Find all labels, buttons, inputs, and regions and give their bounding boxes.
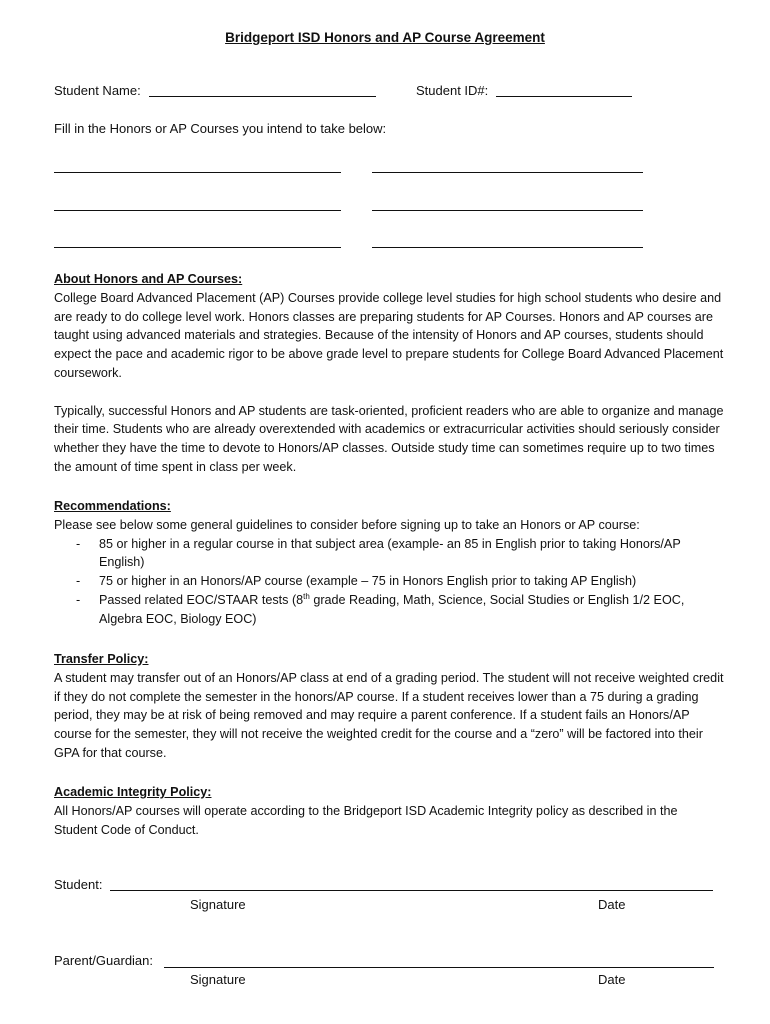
courses-prompt: Fill in the Honors or AP Courses you intend to take below: [54,121,387,136]
recommendation-text-2: 75 or higher in an Honors/AP course (example – 75 in Honors English prior to taking AP English) [99,574,637,589]
recommendations-list [54,535,724,629]
bullet-dash: - [76,592,81,607]
student-id-field[interactable] [496,96,632,97]
list-item [54,591,724,629]
integrity-paragraph: All Honors/AP courses will operate according to the Bridgeport ISD Academic Integrity policy as described in the Student Code of Conduct. [54,803,678,837]
about-heading: About Honors and AP Courses: [54,272,243,286]
parent-signature-field[interactable] [164,967,714,968]
student-name-field[interactable] [149,96,376,97]
course-field-3[interactable] [54,210,341,211]
about-paragraph-2: Typically, successful Honors and AP students are task-oriented, proficient readers who are able to organize and manage their time. Students who are already overextended with academics or extracurricular activities should seriously consider whether they have the time to devote to Honors/AP classes. Outside study time can sometimes require up to two times the amount of time spent in class per week. [54,403,724,474]
student-name-label: Student Name: [54,83,141,98]
parent-signature-label: Parent/Guardian: [54,953,154,968]
parent-signature-caption: Signature [190,972,246,987]
bullet-dash: - [76,536,81,551]
recommendation-text-1: 85 or higher in a regular course in that subject area (example- an 85 in English prior to taking Honors/AP English) [99,536,681,570]
ordinal-suffix: th [303,591,310,601]
about-section [54,270,724,477]
course-field-6[interactable] [372,247,643,248]
recommendations-heading: Recommendations: [54,499,171,513]
list-item [54,572,724,591]
about-paragraph-1: College Board Advanced Placement (AP) Courses provide college level studies for high school students who desire and are ready to do college level work. Honors classes are preparing students for AP Courses. Honors and AP courses are taught using advanced materials and strategies. Because of the intensity of Honors and AP courses, students should expect the pace and academic rigor to be above grade level to prepare students for College Board Advanced Placement coursework. [54,290,724,380]
recommendations-intro: Please see below some general guidelines to consider before signing up to take an Honors or AP course: [54,517,640,532]
transfer-section [54,650,724,763]
transfer-paragraph: A student may transfer out of an Honors/AP class at end of a grading period. The student will not receive weighted credit if they do not complete the semester in the honors/AP course. If a student receives lower than a 75 during a grading period, they may be at risk of being removed and may require a parent conference. If a student fails an Honors/AP course for the semester, they will not receive the weighted credit for the course and a “zero” will be factored into their GPA for that course. [54,670,724,760]
transfer-heading: Transfer Policy: [54,652,149,666]
parent-date-caption: Date [598,972,626,987]
integrity-section [54,783,724,839]
student-signature-field[interactable] [110,890,713,891]
bullet-dash: - [76,574,81,589]
course-field-1[interactable] [54,172,341,173]
student-signature-label: Student: [54,877,103,892]
course-field-4[interactable] [372,210,643,211]
student-signature-caption: Signature [190,897,246,912]
integrity-heading: Academic Integrity Policy: [54,785,212,799]
student-id-label: Student ID#: [416,83,489,98]
page-title: Bridgeport ISD Honors and AP Course Agreement [225,30,545,45]
recommendation-text-3-post: grade Reading, Math, Science, Social Studies or English 1/2 EOC, Algebra EOC, Biology EOC) [99,592,685,626]
list-item [54,535,724,573]
recommendations-section [54,497,724,629]
course-field-2[interactable] [372,172,643,173]
student-date-caption: Date [598,897,626,912]
recommendation-text-3-pre: Passed related EOC/STAAR tests (8 [99,592,304,607]
course-field-5[interactable] [54,247,341,248]
